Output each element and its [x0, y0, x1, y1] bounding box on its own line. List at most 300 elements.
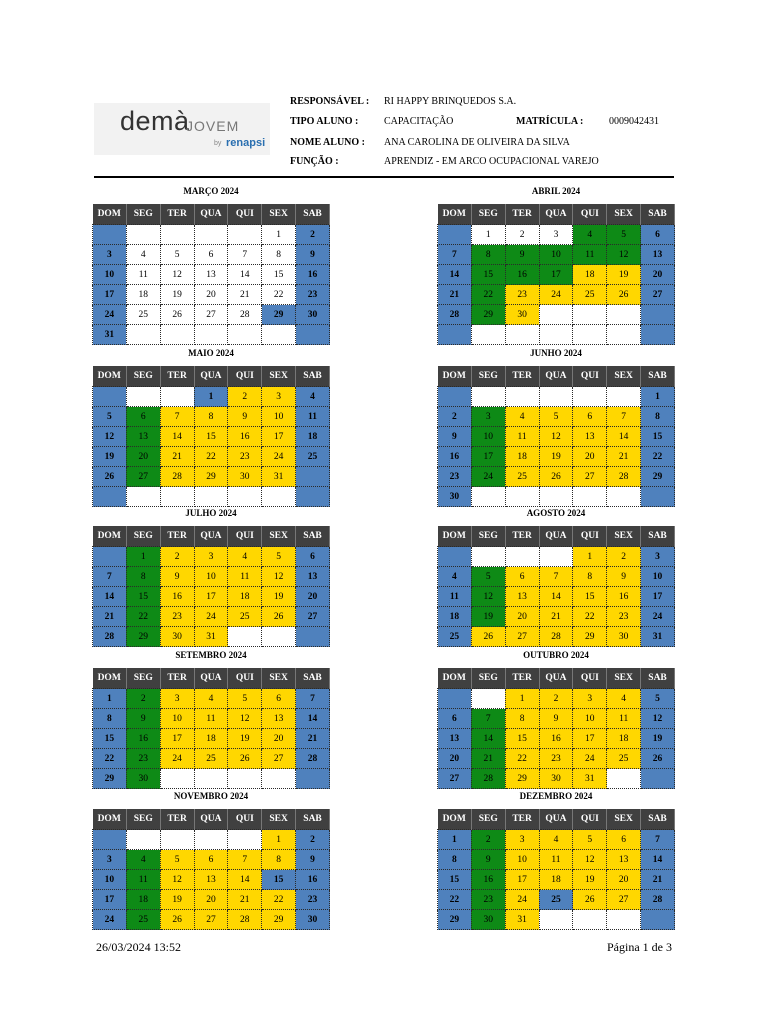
day-cell — [126, 325, 160, 345]
day-cell: 30 — [126, 769, 160, 789]
day-cell: 24 — [539, 285, 573, 305]
weekday-header: SEX — [607, 204, 641, 225]
day-cell — [438, 387, 472, 407]
weekday-header: SEG — [126, 204, 160, 225]
day-cell: 30 — [539, 769, 573, 789]
day-cell: 1 — [262, 830, 296, 850]
day-cell — [296, 467, 330, 487]
month-table — [92, 668, 330, 789]
day-cell: 17 — [539, 265, 573, 285]
weekday-header: SEG — [471, 366, 505, 387]
day-cell — [607, 305, 641, 325]
weekday-header: SAB — [296, 366, 330, 387]
day-cell — [471, 387, 505, 407]
day-cell: 27 — [126, 467, 160, 487]
day-cell — [573, 910, 607, 930]
day-cell: 25 — [539, 890, 573, 910]
day-cell: 26 — [93, 467, 127, 487]
weekday-header: SAB — [296, 204, 330, 225]
day-cell: 14 — [607, 427, 641, 447]
day-cell — [228, 627, 262, 647]
day-cell: 20 — [607, 870, 641, 890]
day-cell — [228, 225, 262, 245]
day-cell: 23 — [539, 749, 573, 769]
day-cell: 24 — [93, 305, 127, 325]
day-cell: 12 — [262, 567, 296, 587]
day-cell: 11 — [296, 407, 330, 427]
day-cell: 27 — [607, 890, 641, 910]
day-cell: 10 — [471, 427, 505, 447]
day-cell: 19 — [573, 870, 607, 890]
day-cell: 24 — [93, 910, 127, 930]
day-cell: 22 — [262, 890, 296, 910]
week-row — [93, 607, 330, 627]
weekday-header: SEG — [126, 366, 160, 387]
day-cell: 26 — [539, 467, 573, 487]
day-cell — [194, 487, 228, 507]
day-cell — [126, 830, 160, 850]
weekday-header: QUA — [539, 366, 573, 387]
week-row — [438, 627, 675, 647]
weekday-header: SAB — [296, 809, 330, 830]
week-row — [438, 749, 675, 769]
day-cell: 5 — [160, 245, 194, 265]
day-cell: 28 — [93, 627, 127, 647]
day-cell: 29 — [126, 627, 160, 647]
month-calendar — [92, 789, 330, 930]
day-cell: 18 — [296, 427, 330, 447]
day-cell: 27 — [194, 910, 228, 930]
day-cell: 28 — [228, 910, 262, 930]
day-cell: 10 — [93, 870, 127, 890]
day-cell: 22 — [93, 749, 127, 769]
day-cell: 14 — [438, 265, 472, 285]
day-cell: 29 — [194, 467, 228, 487]
week-row — [438, 850, 675, 870]
day-cell: 8 — [573, 567, 607, 587]
day-cell: 23 — [438, 467, 472, 487]
month-table — [437, 204, 675, 345]
day-cell: 7 — [607, 407, 641, 427]
week-row — [438, 325, 675, 345]
day-cell: 30 — [296, 910, 330, 930]
week-row — [93, 305, 330, 325]
day-cell: 28 — [296, 749, 330, 769]
week-row — [438, 910, 675, 930]
day-cell: 23 — [126, 749, 160, 769]
day-cell: 19 — [160, 890, 194, 910]
weekday-header: QUA — [539, 668, 573, 689]
day-cell: 9 — [539, 709, 573, 729]
month-table — [92, 809, 330, 930]
week-row — [93, 285, 330, 305]
week-row — [93, 467, 330, 487]
day-cell: 27 — [296, 607, 330, 627]
matricula-value: 0009042431 — [609, 116, 659, 127]
day-cell — [160, 225, 194, 245]
day-cell: 18 — [607, 729, 641, 749]
day-cell: 22 — [262, 285, 296, 305]
day-cell: 19 — [160, 285, 194, 305]
day-cell — [539, 487, 573, 507]
header-divider — [94, 176, 674, 178]
day-cell: 2 — [505, 225, 539, 245]
week-row — [93, 850, 330, 870]
weekday-header: SEX — [262, 809, 296, 830]
day-cell: 12 — [93, 427, 127, 447]
day-cell — [194, 225, 228, 245]
day-cell — [607, 769, 641, 789]
weekday-header: TER — [160, 366, 194, 387]
week-row — [438, 547, 675, 567]
day-cell — [539, 910, 573, 930]
day-cell: 6 — [296, 547, 330, 567]
day-cell: 20 — [194, 890, 228, 910]
weekday-header: SAB — [641, 668, 675, 689]
weekday-header: SEX — [262, 526, 296, 547]
month-table — [437, 366, 675, 507]
day-cell: 29 — [438, 910, 472, 930]
day-cell: 6 — [194, 850, 228, 870]
day-cell — [160, 387, 194, 407]
day-cell — [471, 487, 505, 507]
weekday-header: SEX — [262, 366, 296, 387]
day-cell: 19 — [539, 447, 573, 467]
day-cell: 2 — [471, 830, 505, 850]
day-cell: 1 — [505, 689, 539, 709]
weekday-header: SEG — [471, 204, 505, 225]
day-cell: 11 — [573, 245, 607, 265]
weekday-header: SAB — [641, 809, 675, 830]
responsavel-value: RI HAPPY BRINQUEDOS S.A. — [384, 96, 517, 107]
day-cell: 1 — [471, 225, 505, 245]
week-row — [438, 245, 675, 265]
week-row — [93, 709, 330, 729]
weekday-header: DOM — [93, 526, 127, 547]
day-cell: 14 — [160, 427, 194, 447]
day-cell: 7 — [471, 709, 505, 729]
week-row — [93, 547, 330, 567]
week-row — [438, 387, 675, 407]
day-cell: 7 — [160, 407, 194, 427]
day-cell: 2 — [539, 689, 573, 709]
day-cell: 12 — [641, 709, 675, 729]
day-cell: 6 — [262, 689, 296, 709]
day-cell: 7 — [438, 245, 472, 265]
day-cell: 22 — [471, 285, 505, 305]
logo-sub: JOVEM — [186, 118, 240, 134]
day-cell: 22 — [438, 890, 472, 910]
day-cell — [93, 830, 127, 850]
day-cell — [228, 487, 262, 507]
day-cell — [607, 325, 641, 345]
week-row — [438, 487, 675, 507]
day-cell: 31 — [93, 325, 127, 345]
day-cell: 9 — [126, 709, 160, 729]
day-cell: 24 — [573, 749, 607, 769]
day-cell: 29 — [505, 769, 539, 789]
day-cell: 16 — [296, 265, 330, 285]
day-cell: 24 — [194, 607, 228, 627]
month-title: MAIO 2024 — [188, 348, 234, 358]
day-cell: 27 — [641, 285, 675, 305]
day-cell: 24 — [160, 749, 194, 769]
weekday-header: SAB — [296, 526, 330, 547]
day-cell: 5 — [160, 850, 194, 870]
day-cell: 5 — [262, 547, 296, 567]
day-cell — [573, 387, 607, 407]
day-cell: 16 — [160, 587, 194, 607]
weekday-header: TER — [505, 366, 539, 387]
day-cell: 11 — [126, 265, 160, 285]
week-row — [93, 587, 330, 607]
day-cell: 15 — [194, 427, 228, 447]
day-cell: 6 — [194, 245, 228, 265]
day-cell: 4 — [228, 547, 262, 567]
day-cell — [607, 910, 641, 930]
day-cell — [438, 547, 472, 567]
day-cell: 14 — [93, 587, 127, 607]
week-row — [438, 607, 675, 627]
day-cell: 31 — [505, 910, 539, 930]
day-cell: 27 — [262, 749, 296, 769]
day-cell: 5 — [539, 407, 573, 427]
weekday-header: QUA — [539, 809, 573, 830]
day-cell: 31 — [262, 467, 296, 487]
day-cell: 7 — [93, 567, 127, 587]
day-cell: 8 — [262, 850, 296, 870]
week-row — [93, 447, 330, 467]
page-number: Página 1 de 3 — [607, 940, 672, 954]
day-cell: 12 — [539, 427, 573, 447]
day-cell: 28 — [438, 305, 472, 325]
weekday-header: TER — [505, 668, 539, 689]
day-cell: 13 — [607, 850, 641, 870]
day-cell: 31 — [194, 627, 228, 647]
day-cell: 1 — [641, 387, 675, 407]
day-cell: 26 — [160, 305, 194, 325]
day-cell — [228, 325, 262, 345]
day-cell: 20 — [296, 587, 330, 607]
day-cell — [160, 769, 194, 789]
day-cell: 13 — [126, 427, 160, 447]
day-cell: 26 — [160, 910, 194, 930]
month-title: JUNHO 2024 — [530, 348, 582, 358]
day-cell: 19 — [228, 729, 262, 749]
day-cell: 16 — [471, 870, 505, 890]
day-cell: 21 — [641, 870, 675, 890]
day-cell: 4 — [607, 689, 641, 709]
weekday-header: QUI — [228, 366, 262, 387]
weekday-header: QUI — [573, 809, 607, 830]
week-row — [93, 729, 330, 749]
day-cell: 17 — [160, 729, 194, 749]
day-cell: 11 — [505, 427, 539, 447]
day-cell: 3 — [93, 850, 127, 870]
week-row — [93, 487, 330, 507]
day-cell: 14 — [228, 870, 262, 890]
day-cell — [194, 830, 228, 850]
day-cell: 22 — [194, 447, 228, 467]
day-cell: 10 — [194, 567, 228, 587]
day-cell: 16 — [126, 729, 160, 749]
day-cell: 27 — [194, 305, 228, 325]
weekday-header: SEG — [126, 526, 160, 547]
day-cell: 29 — [471, 305, 505, 325]
day-cell: 21 — [471, 749, 505, 769]
week-row — [93, 567, 330, 587]
day-cell: 3 — [93, 245, 127, 265]
day-cell — [228, 769, 262, 789]
day-cell: 6 — [573, 407, 607, 427]
day-cell: 13 — [505, 587, 539, 607]
day-cell: 9 — [471, 850, 505, 870]
day-cell: 16 — [607, 587, 641, 607]
weekday-header: QUA — [194, 526, 228, 547]
day-cell: 10 — [93, 265, 127, 285]
day-cell — [641, 305, 675, 325]
day-cell: 13 — [641, 245, 675, 265]
day-cell: 22 — [505, 749, 539, 769]
logo-brand: demà — [120, 106, 190, 136]
weekday-header: SAB — [641, 204, 675, 225]
day-cell: 29 — [93, 769, 127, 789]
day-cell — [126, 487, 160, 507]
day-cell: 4 — [539, 830, 573, 850]
day-cell: 2 — [160, 547, 194, 567]
day-cell: 27 — [505, 627, 539, 647]
week-row — [93, 387, 330, 407]
day-cell: 18 — [505, 447, 539, 467]
month-title: ABRIL 2024 — [531, 186, 581, 196]
day-cell: 1 — [126, 547, 160, 567]
day-cell: 13 — [194, 870, 228, 890]
day-cell: 18 — [539, 870, 573, 890]
day-cell: 31 — [641, 627, 675, 647]
week-row — [93, 689, 330, 709]
day-cell: 24 — [471, 467, 505, 487]
day-cell: 18 — [573, 265, 607, 285]
day-cell: 17 — [93, 890, 127, 910]
day-cell: 9 — [607, 567, 641, 587]
day-cell — [160, 830, 194, 850]
day-cell: 8 — [438, 850, 472, 870]
day-cell: 25 — [438, 627, 472, 647]
weekday-header: QUA — [194, 204, 228, 225]
day-cell — [296, 627, 330, 647]
weekday-header: SEX — [607, 366, 641, 387]
day-cell: 5 — [228, 689, 262, 709]
month-title: DEZEMBRO 2024 — [519, 791, 593, 801]
day-cell: 11 — [607, 709, 641, 729]
day-cell — [160, 325, 194, 345]
day-cell — [93, 487, 127, 507]
day-cell: 15 — [471, 265, 505, 285]
day-cell: 20 — [262, 729, 296, 749]
week-row — [438, 709, 675, 729]
day-cell — [641, 325, 675, 345]
day-cell: 20 — [194, 285, 228, 305]
day-cell: 21 — [93, 607, 127, 627]
day-cell: 8 — [505, 709, 539, 729]
weekday-header: SAB — [641, 366, 675, 387]
day-cell: 13 — [296, 567, 330, 587]
day-cell — [93, 225, 127, 245]
day-cell: 21 — [228, 890, 262, 910]
day-cell: 14 — [539, 587, 573, 607]
day-cell: 26 — [471, 627, 505, 647]
week-row — [438, 265, 675, 285]
day-cell: 1 — [93, 689, 127, 709]
day-cell: 17 — [194, 587, 228, 607]
day-cell: 17 — [471, 447, 505, 467]
day-cell: 17 — [93, 285, 127, 305]
day-cell: 14 — [296, 709, 330, 729]
day-cell: 18 — [438, 607, 472, 627]
weekday-header: DOM — [93, 204, 127, 225]
weekday-header: QUA — [194, 366, 228, 387]
weekday-header: TER — [505, 809, 539, 830]
day-cell: 5 — [471, 567, 505, 587]
day-cell: 5 — [93, 407, 127, 427]
day-cell: 15 — [93, 729, 127, 749]
month-title: MARÇO 2024 — [183, 186, 239, 196]
day-cell: 3 — [505, 830, 539, 850]
day-cell: 3 — [262, 387, 296, 407]
month-title: SETEMBRO 2024 — [175, 650, 247, 660]
weekday-header: QUA — [539, 204, 573, 225]
day-cell: 11 — [438, 587, 472, 607]
day-cell: 22 — [641, 447, 675, 467]
day-cell: 7 — [228, 850, 262, 870]
month-title: AGOSTO 2024 — [526, 508, 586, 518]
day-cell — [471, 547, 505, 567]
day-cell: 11 — [194, 709, 228, 729]
day-cell: 9 — [228, 407, 262, 427]
day-cell — [262, 487, 296, 507]
weekday-header: DOM — [438, 526, 472, 547]
month-calendar — [92, 506, 330, 647]
week-row — [438, 467, 675, 487]
day-cell — [505, 325, 539, 345]
day-cell — [262, 769, 296, 789]
weekday-header: DOM — [438, 809, 472, 830]
day-cell: 12 — [607, 245, 641, 265]
day-cell: 18 — [194, 729, 228, 749]
month-table — [437, 809, 675, 930]
weekday-header: QUI — [573, 526, 607, 547]
day-cell — [505, 547, 539, 567]
day-cell: 21 — [607, 447, 641, 467]
day-cell — [641, 910, 675, 930]
day-cell — [438, 225, 472, 245]
day-cell: 4 — [126, 245, 160, 265]
nome-value: ANA CAROLINA DE OLIVEIRA DA SILVA — [384, 137, 570, 148]
month-table — [92, 204, 330, 345]
month-calendar — [437, 648, 675, 789]
day-cell: 6 — [641, 225, 675, 245]
week-row — [93, 225, 330, 245]
weekday-header: DOM — [93, 366, 127, 387]
day-cell: 6 — [126, 407, 160, 427]
day-cell: 3 — [641, 547, 675, 567]
funcao-value: APRENDIZ - EM ARCO OCUPACIONAL VAREJO — [384, 156, 599, 167]
day-cell: 4 — [296, 387, 330, 407]
month-title: OUTUBRO 2024 — [523, 650, 589, 660]
day-cell — [296, 487, 330, 507]
week-row — [438, 870, 675, 890]
month-calendar — [437, 506, 675, 647]
